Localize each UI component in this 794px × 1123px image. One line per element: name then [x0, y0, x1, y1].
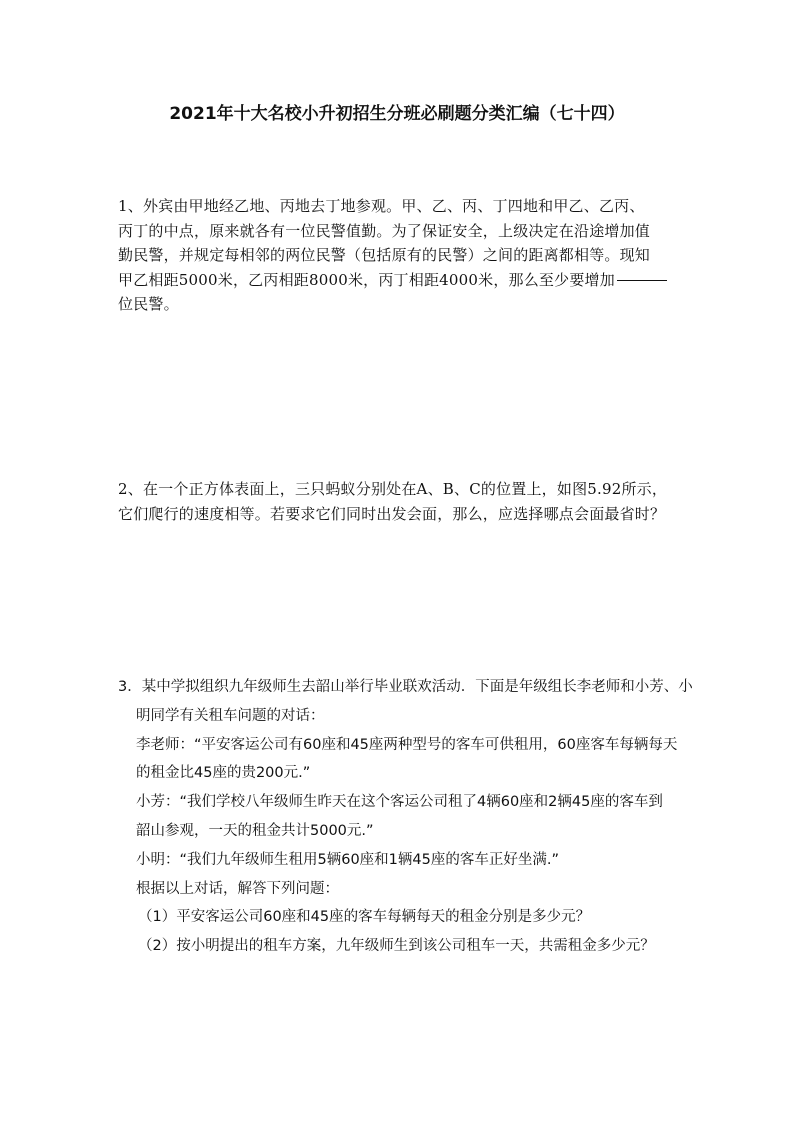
question-3-line-5: 小芳：“我们学校八年级师生昨天在这个客运公司租了4辆60座和2辆45座的客车到 [136, 794, 663, 811]
question-3-line-8: 根据以上对话，解答下列问题： [136, 880, 339, 897]
question-3-subquestion-2: （2）按小明提出的租车方案，九年级师生到该公司租车一天，共需租金多少元？ [138, 938, 655, 955]
question-3-line-6: 韶山参观，一天的租金共计5000元.” [136, 822, 374, 839]
question-3-line-2: 明同学有关租车问题的对话： [136, 707, 325, 724]
question-1-line-4 [118, 268, 678, 293]
answer-blank [617, 280, 667, 281]
question-3-line-3: 李老师：“平安客运公司有60座和45座两种型号的客车可供租用，60座客车每辆每天 [136, 736, 678, 753]
question-3 [118, 673, 693, 961]
page-title: 2021年十大名校小升初招生分班必刷题分类汇编（七十四） [169, 104, 625, 124]
question-2-line-2: 它们爬行的速度相等。若要求它们同时出发会面，那么，应选择哪点会面最省时？ [118, 504, 666, 523]
question-1 [118, 194, 678, 317]
question-3-line-4: 的租金比45座的贵200元.” [136, 765, 311, 782]
question-1-line-3: 勤民警，并规定每相邻的两位民警（包括原有的民警）之间的距离都相等。现知 [118, 246, 651, 264]
question-3-subquestion-1: （1）平安客运公司60座和45座的客车每辆每天的租金分别是多少元？ [138, 909, 591, 926]
question-1-line-1: 1、外宾由甲地经乙地、丙地去丁地参观。甲、乙、丙、丁四地和甲乙、乙丙、 [118, 197, 645, 215]
question-2 [118, 477, 678, 526]
question-2-line-1: 2、在一个正方体表面上，三只蚂蚁分别处在A、B、C的位置上，如图5.92所示， [118, 480, 668, 498]
question-3-line-1: 3．某中学拟组织九年级师生去韶山举行毕业联欢活动．下面是年级组长李老师和小芳、小 [118, 679, 693, 695]
question-1-line-4-text: 甲乙相距5000米，乙丙相距8000米，丙丁相距4000米，那么至少要增加 [118, 270, 615, 289]
question-1-line-2: 丙丁的中点，原来就各有一位民警值勤。为了保证安全，上级决定在沿途增加值 [118, 221, 651, 240]
question-1-line-5: 位民警。 [118, 295, 179, 313]
question-3-line-7: 小明：“我们九年级师生租用5辆60座和1辆45座的客车正好坐满.” [136, 851, 559, 868]
